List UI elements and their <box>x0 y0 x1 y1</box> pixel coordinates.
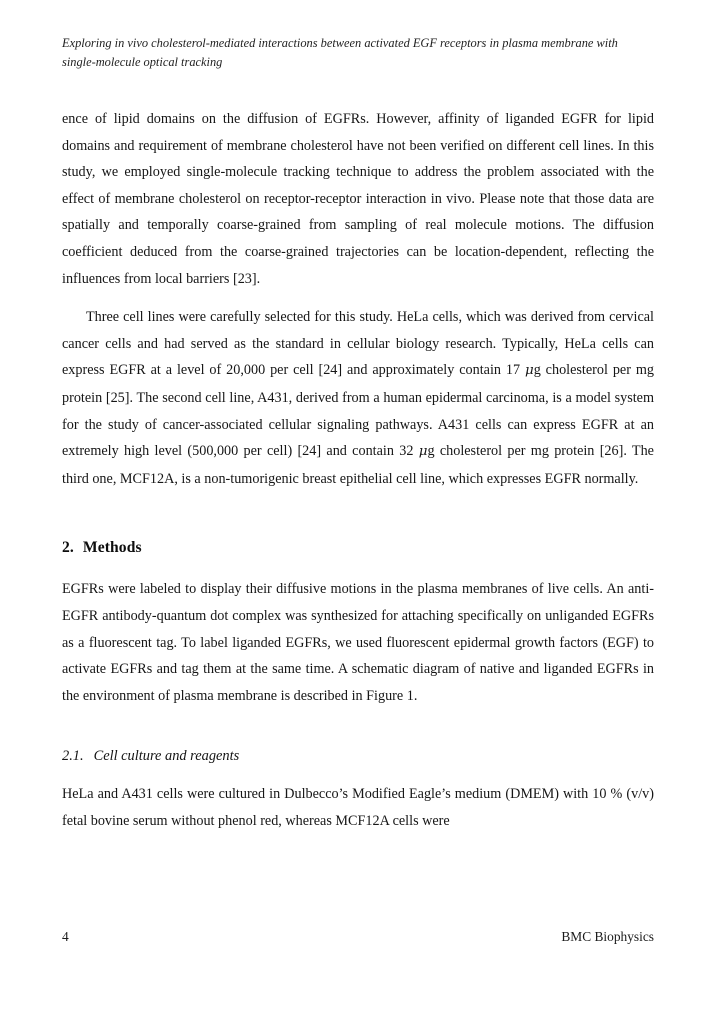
subsection-heading-cell-culture <box>62 745 654 767</box>
paragraph-methods-intro: EGFRs were labeled to display their diffusive motions in the plasma membranes of live cells. An anti-EGFR antibody-quantum dot complex was synthesized for attaching specifically on unliganded EGFRs as a fluorescent tag. To label liganded EGFRs, we used fluorescent epidermal growth factors (EGF) to activate EGFRs and tag them at the same time. A schematic diagram of native and liganded EGFRs in the environment of plasma membrane is described in Figure 1. <box>62 581 654 704</box>
subsection-number: 2.1. <box>62 748 84 765</box>
running-head <box>62 34 654 72</box>
subsection-heading-spacer-top <box>62 709 654 745</box>
paragraph-cell-lines-part-3: g cholesterol per mg protein [26]. The third one, MCF12A, is a non-tumorigenic breast epithelial cell line, which expresses EGFR normally. <box>62 443 654 487</box>
page-footer <box>62 927 654 947</box>
section-title: Methods <box>82 539 142 557</box>
journal-name: BMC Biophysics <box>561 929 654 944</box>
page-number: 4 <box>62 929 69 944</box>
subsection-title: Cell culture and reagents <box>93 748 240 765</box>
paragraph-spacer <box>62 292 654 304</box>
running-head-line-2: membrane with single-molecule optical tracking <box>62 36 618 69</box>
paragraph-lipid-domains: ence of lipid domains on the diffusion of EGFRs. However, affinity of liganded EGFR for lipid domains and requirement of membrane cholesterol have not been verified on different cell lines. In this study, we employed single-molecule tracking technique to address the problem associated with the effect of membrane cholesterol on receptor-receptor interaction in vivo. Please note that those data are spatially and temporally coarse-grained from sampling of real molecule motions. The diffusion coefficient deduced from the coarse-grained trajectories can be location-dependent, reflecting the influences from local barriers [23]. <box>62 111 654 287</box>
body-column <box>62 106 654 834</box>
paragraph-cell-lines-part-1: Three cell lines were carefully selected for this study. HeLa cells, which was derived from cervical cancer cells and had served as the standard in cellular biology research. Typically, HeLa cells can express EGFR at a level of 20,000 per cell [24] and approximately contain 17 <box>62 309 654 379</box>
section-heading-spacer-top <box>62 492 654 537</box>
section-number: 2. <box>62 539 74 557</box>
paragraph-cell-lines-part-2: g cholesterol per mg protein [25]. The second cell line, A431, derived from a human epidermal carcinoma, is a model system for the study of cancer-associated cellular signaling pathways. A431 cells can express EGFR at an extremely high level (500,000 per cell) [24] and contain 32 <box>62 362 654 460</box>
mu-symbol-32: μ <box>418 444 428 460</box>
section-heading-spacer-bottom <box>62 559 654 576</box>
section-heading-methods <box>62 537 654 559</box>
paragraph-cell-lines <box>62 304 654 492</box>
subsection-heading-spacer-bottom <box>62 767 654 781</box>
running-head-line-1: Exploring in vivo cholesterol-mediated interactions between activated EGF receptors in plasma <box>62 36 539 50</box>
paragraph-cell-culture: HeLa and A431 cells were cultured in Dulbecco’s Modified Eagle’s medium (DMEM) with 10 % (v/v) fetal bovine serum without phenol red, whereas MCF12A cells were <box>62 786 654 829</box>
mu-symbol-17: μ <box>524 363 534 379</box>
